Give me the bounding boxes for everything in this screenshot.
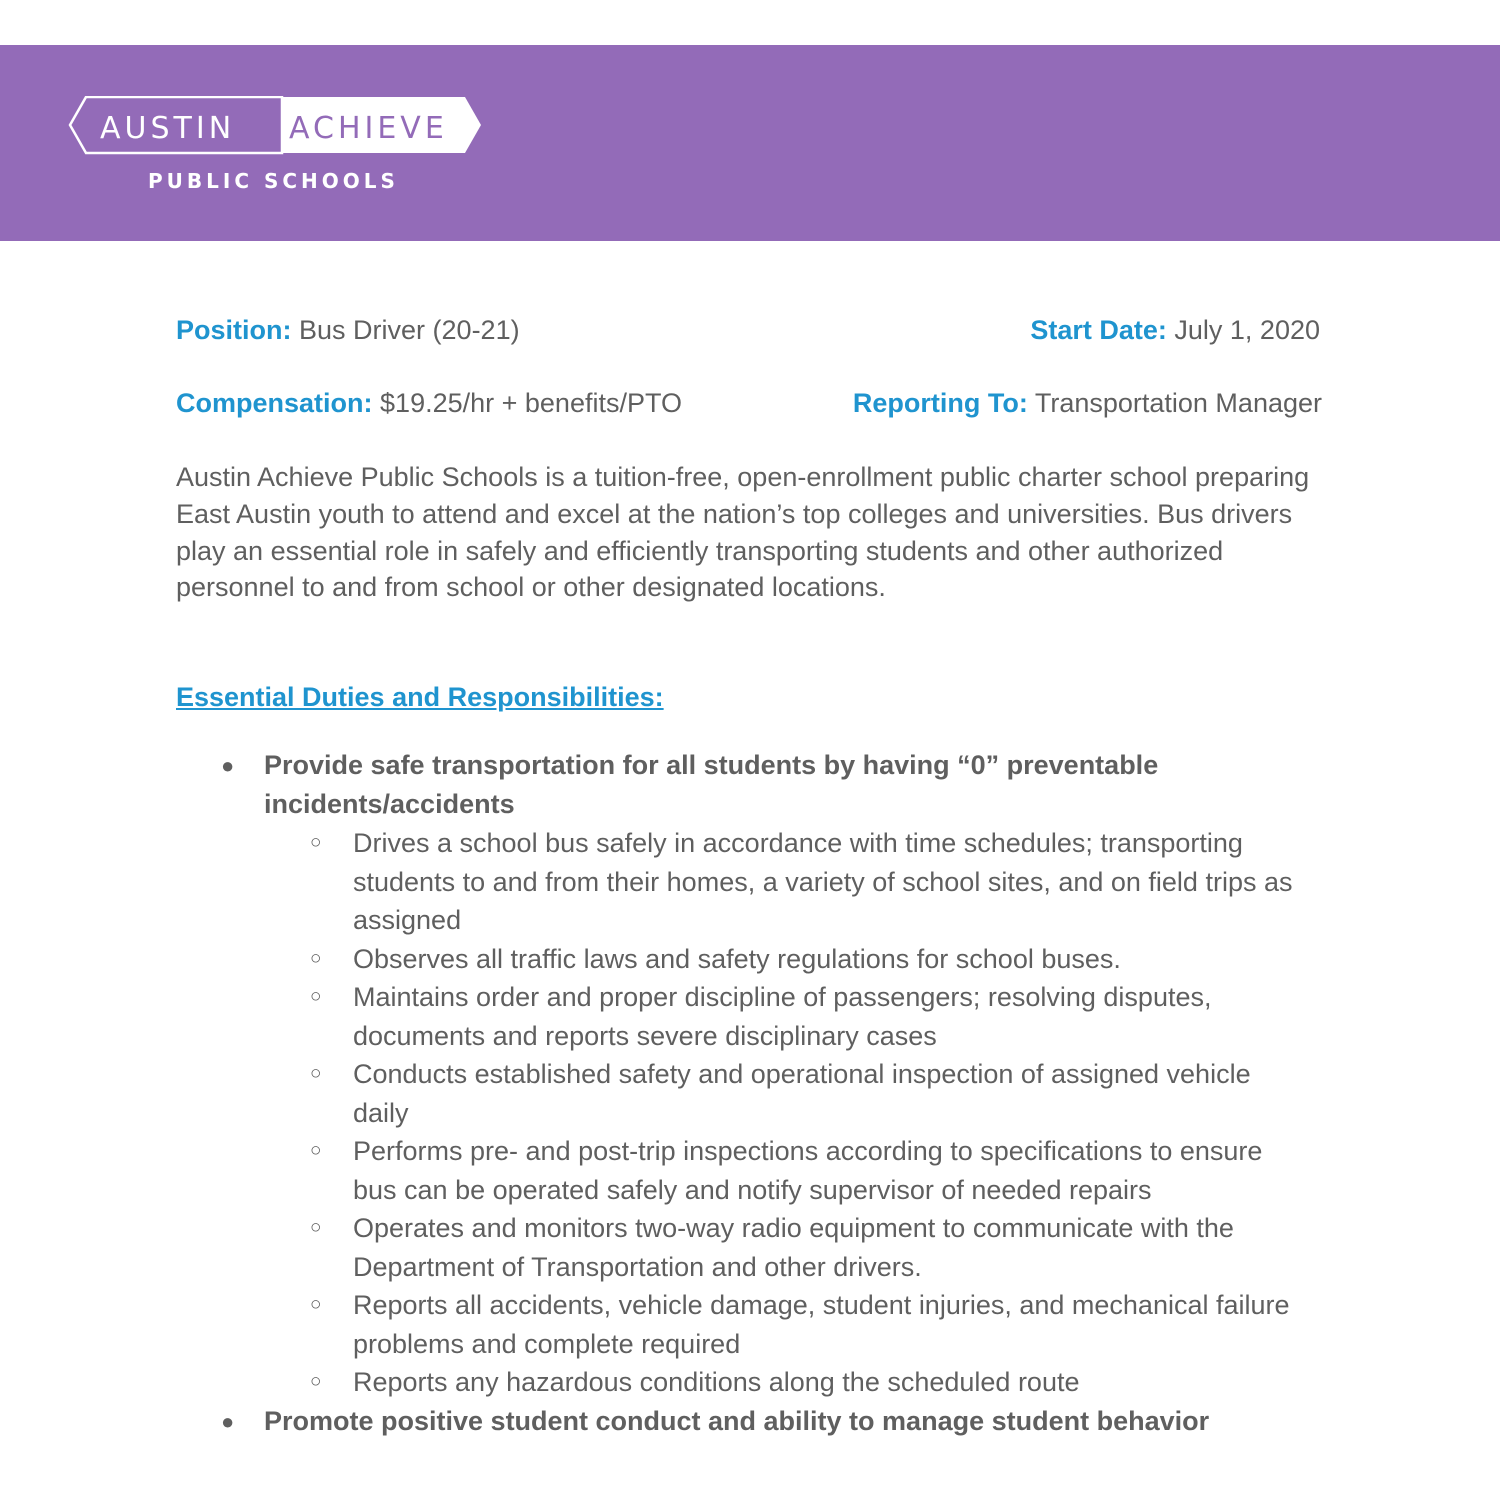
duty-subitem: [0, 1055, 1500, 1132]
duty-subitem: [0, 1363, 1500, 1402]
duty-subitem: [0, 978, 1500, 1055]
hollow-bullet-icon: ○: [310, 1063, 322, 1084]
logo-word-austin: AUSTIN: [100, 111, 236, 146]
logo-subtitle: PUBLIC SCHOOLS: [148, 169, 399, 193]
compensation-label: Compensation:: [176, 388, 373, 418]
bullet-icon: ●: [221, 1408, 235, 1434]
duty-subitem: [0, 1132, 1500, 1209]
duty-subitem: [0, 1286, 1500, 1363]
position-label: Position:: [176, 315, 292, 345]
duties-heading: Essential Duties and Responsibilities:: [176, 682, 664, 712]
hollow-bullet-icon: ○: [310, 947, 322, 969]
compensation-value: $19.25/hr + benefits/PTO: [380, 388, 682, 418]
duty-subitem: [0, 1209, 1500, 1286]
reporting-to-value: Transportation Manager: [1034, 388, 1322, 418]
hollow-bullet-icon: ○: [310, 1140, 322, 1161]
duty-subitem-text: Reports any hazardous conditions along the scheduled route: [353, 1367, 1080, 1397]
start-date-field: [1030, 313, 1320, 347]
duty-item-text: Promote positive student conduct and ability to manage student behavior: [264, 1405, 1210, 1436]
duty-subitem-text: Maintains order and proper discipline of passengers; resolving disputes, documents and reports severe disciplinary cases: [353, 982, 1212, 1051]
hollow-bullet-icon: ○: [310, 832, 322, 853]
reporting-to-label: Reporting To:: [852, 388, 1028, 418]
intro-paragraph: Austin Achieve Public Schools is a tuition-free, open-enrollment public charter school preparing East Austin youth to attend and excel at the nation’s top colleges and universities. Bus drivers play an essential role in safely and efficiently transporting students and other authorized personnel to and from school or other designated locations.: [176, 462, 1310, 603]
duty-item: [0, 1402, 1500, 1441]
hollow-bullet-icon: ○: [310, 1371, 322, 1392]
duty-subitem: [0, 824, 1500, 940]
duty-subitem: [0, 940, 1500, 979]
school-logo: [68, 96, 484, 196]
duty-subitem-text: Drives a school bus safely in accordance with time schedules; transporting students to and from their homes, a variety of school sites, and on field trips as assigned: [353, 828, 1293, 935]
bullet-icon: ●: [221, 753, 235, 778]
hollow-bullet-icon: ○: [310, 986, 322, 1007]
duty-subitem-text: Reports all accidents, vehicle damage, student injuries, and mechanical failure problems and complete required: [353, 1290, 1290, 1359]
compensation-field: [176, 386, 682, 420]
logo-word-achieve: ACHIEVE: [289, 111, 448, 146]
duty-item: [0, 746, 1500, 824]
duties-list: [0, 746, 1500, 1441]
start-date-value: July 1, 2020: [1174, 315, 1320, 345]
start-date-label: Start Date:: [1030, 315, 1167, 345]
duty-item-text: Provide safe transportation for all students by having “0” preventable incidents/accidents: [264, 750, 1159, 819]
position-field: [176, 313, 520, 347]
hollow-bullet-icon: ○: [310, 1294, 322, 1315]
duty-subitem-text: Operates and monitors two-way radio equipment to communicate with the Department of Transportation and other drivers.: [353, 1213, 1234, 1282]
duty-subitem-text: Conducts established safety and operational inspection of assigned vehicle daily: [353, 1059, 1251, 1128]
reporting-to-field: [853, 386, 1322, 420]
hollow-bullet-icon: ○: [310, 1217, 322, 1238]
position-value: Bus Driver (20-21): [299, 315, 520, 345]
duty-subitem-text: Observes all traffic laws and safety regulations for school buses.: [353, 943, 1121, 974]
duty-subitem-text: Performs pre- and post-trip inspections according to specifications to ensure bus can be operated safely and notify supervisor of needed repairs: [353, 1136, 1263, 1205]
